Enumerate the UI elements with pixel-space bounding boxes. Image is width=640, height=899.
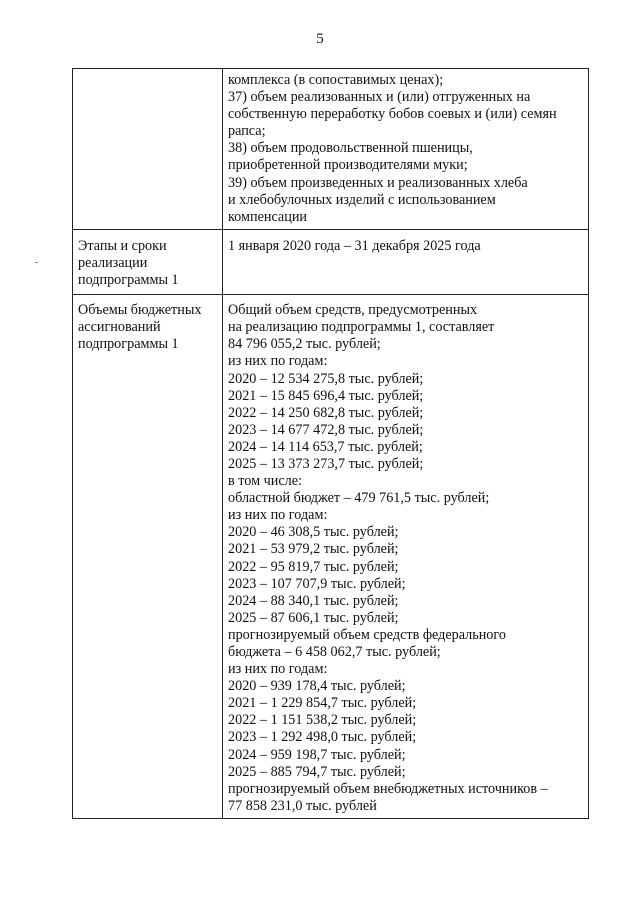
budget-label-line: подпрограммы 1 [78,336,179,353]
budget-line: 2023 – 1 292 498,0 тыс. рублей; [228,729,417,746]
budget-line: 2021 – 15 845 696,4 тыс. рублей; [228,387,424,404]
indicator-line: рапса; [228,123,266,140]
budget-label-cell [73,295,223,819]
stages-label-cell [73,229,223,294]
indicators-label-cell [73,69,223,230]
budget-line: 2025 – 13 373 273,7 тыс. рублей; [228,455,424,472]
budget-line: 2023 – 14 677 472,8 тыс. рублей; [228,421,424,438]
budget-line: из них по годам: [228,661,328,678]
budget-line: прогнозируемый объем внебюджетных источников – [228,780,548,797]
stages-period: 1 января 2020 года – 31 декабря 2025 года [228,237,481,254]
indicator-line: 38) объем продовольственной пшеницы, [228,140,473,157]
budget-line: 77 858 231,0 тыс. рублей [228,797,377,814]
indicator-line: 39) объем произведенных и реализованных хлеба [228,174,528,191]
stages-label-line: подпрограммы 1 [78,272,179,289]
budget-line: 2020 – 939 178,4 тыс. рублей; [228,678,406,695]
stages-label-line: реализации [78,254,148,271]
passport-table [72,68,589,819]
budget-line: бюджета – 6 458 062,7 тыс. рублей; [228,644,441,660]
budget-line: из них по годам: [228,353,328,370]
budget-value-cell [223,295,589,819]
budget-line: 2024 – 959 198,7 тыс. рублей; [228,746,406,763]
budget-label-line: ассигнований [78,319,161,336]
budget-line: в том числе: [228,473,302,490]
budget-line: областной бюджет – 479 761,5 тыс. рублей; [228,490,490,507]
budget-line: 2020 – 46 308,5 тыс. рублей; [228,524,399,541]
budget-line: 2021 – 53 979,2 тыс. рублей; [228,541,399,558]
table-row-stages [73,229,589,294]
budget-line: прогнозируемый объем средств федерального [228,626,506,643]
budget-line: 2021 – 1 229 854,7 тыс. рублей; [228,695,417,712]
scan-mark [35,262,38,263]
budget-line: 2022 – 14 250 682,8 тыс. рублей; [228,404,424,421]
indicator-line: собственную переработку бобов соевых и (или) семян [228,106,557,123]
budget-line: 2025 – 885 794,7 тыс. рублей; [228,763,406,780]
budget-line: 84 796 055,2 тыс. рублей; [228,336,381,353]
budget-line: 2024 – 14 114 653,7 тыс. рублей; [228,438,423,455]
indicator-line: и хлебобулочных изделий с использованием [228,191,496,208]
indicator-line: комплекса (в сопоставимых ценах); [228,72,444,88]
budget-line: 2023 – 107 707,9 тыс. рублей; [228,575,406,592]
budget-line: Общий объем средств, предусмотренных [228,302,478,319]
budget-label-line: Объемы бюджетных [78,302,202,319]
table-row-indicators [73,69,589,230]
indicator-line: приобретенной производителями муки; [228,157,468,174]
page-number: 5 [316,31,324,47]
table-row-budget [73,295,589,819]
indicator-line: 37) объем реализованных и (или) отгруженных на [228,89,531,106]
stages-label-line: Этапы и сроки [78,237,167,254]
budget-line: 2022 – 1 151 538,2 тыс. рублей; [228,712,417,729]
budget-line: 2022 – 95 819,7 тыс. рублей; [228,558,399,575]
budget-line: из них по годам: [228,507,328,524]
budget-line: на реализацию подпрограммы 1, составляет [228,319,495,336]
budget-line: 2025 – 87 606,1 тыс. рублей; [228,609,399,626]
budget-line: 2020 – 12 534 275,8 тыс. рублей; [228,370,424,387]
stages-value-cell [223,229,589,294]
budget-line: 2024 – 88 340,1 тыс. рублей; [228,592,399,609]
indicator-line: компенсации [228,208,308,225]
indicators-list-cell [223,69,589,230]
